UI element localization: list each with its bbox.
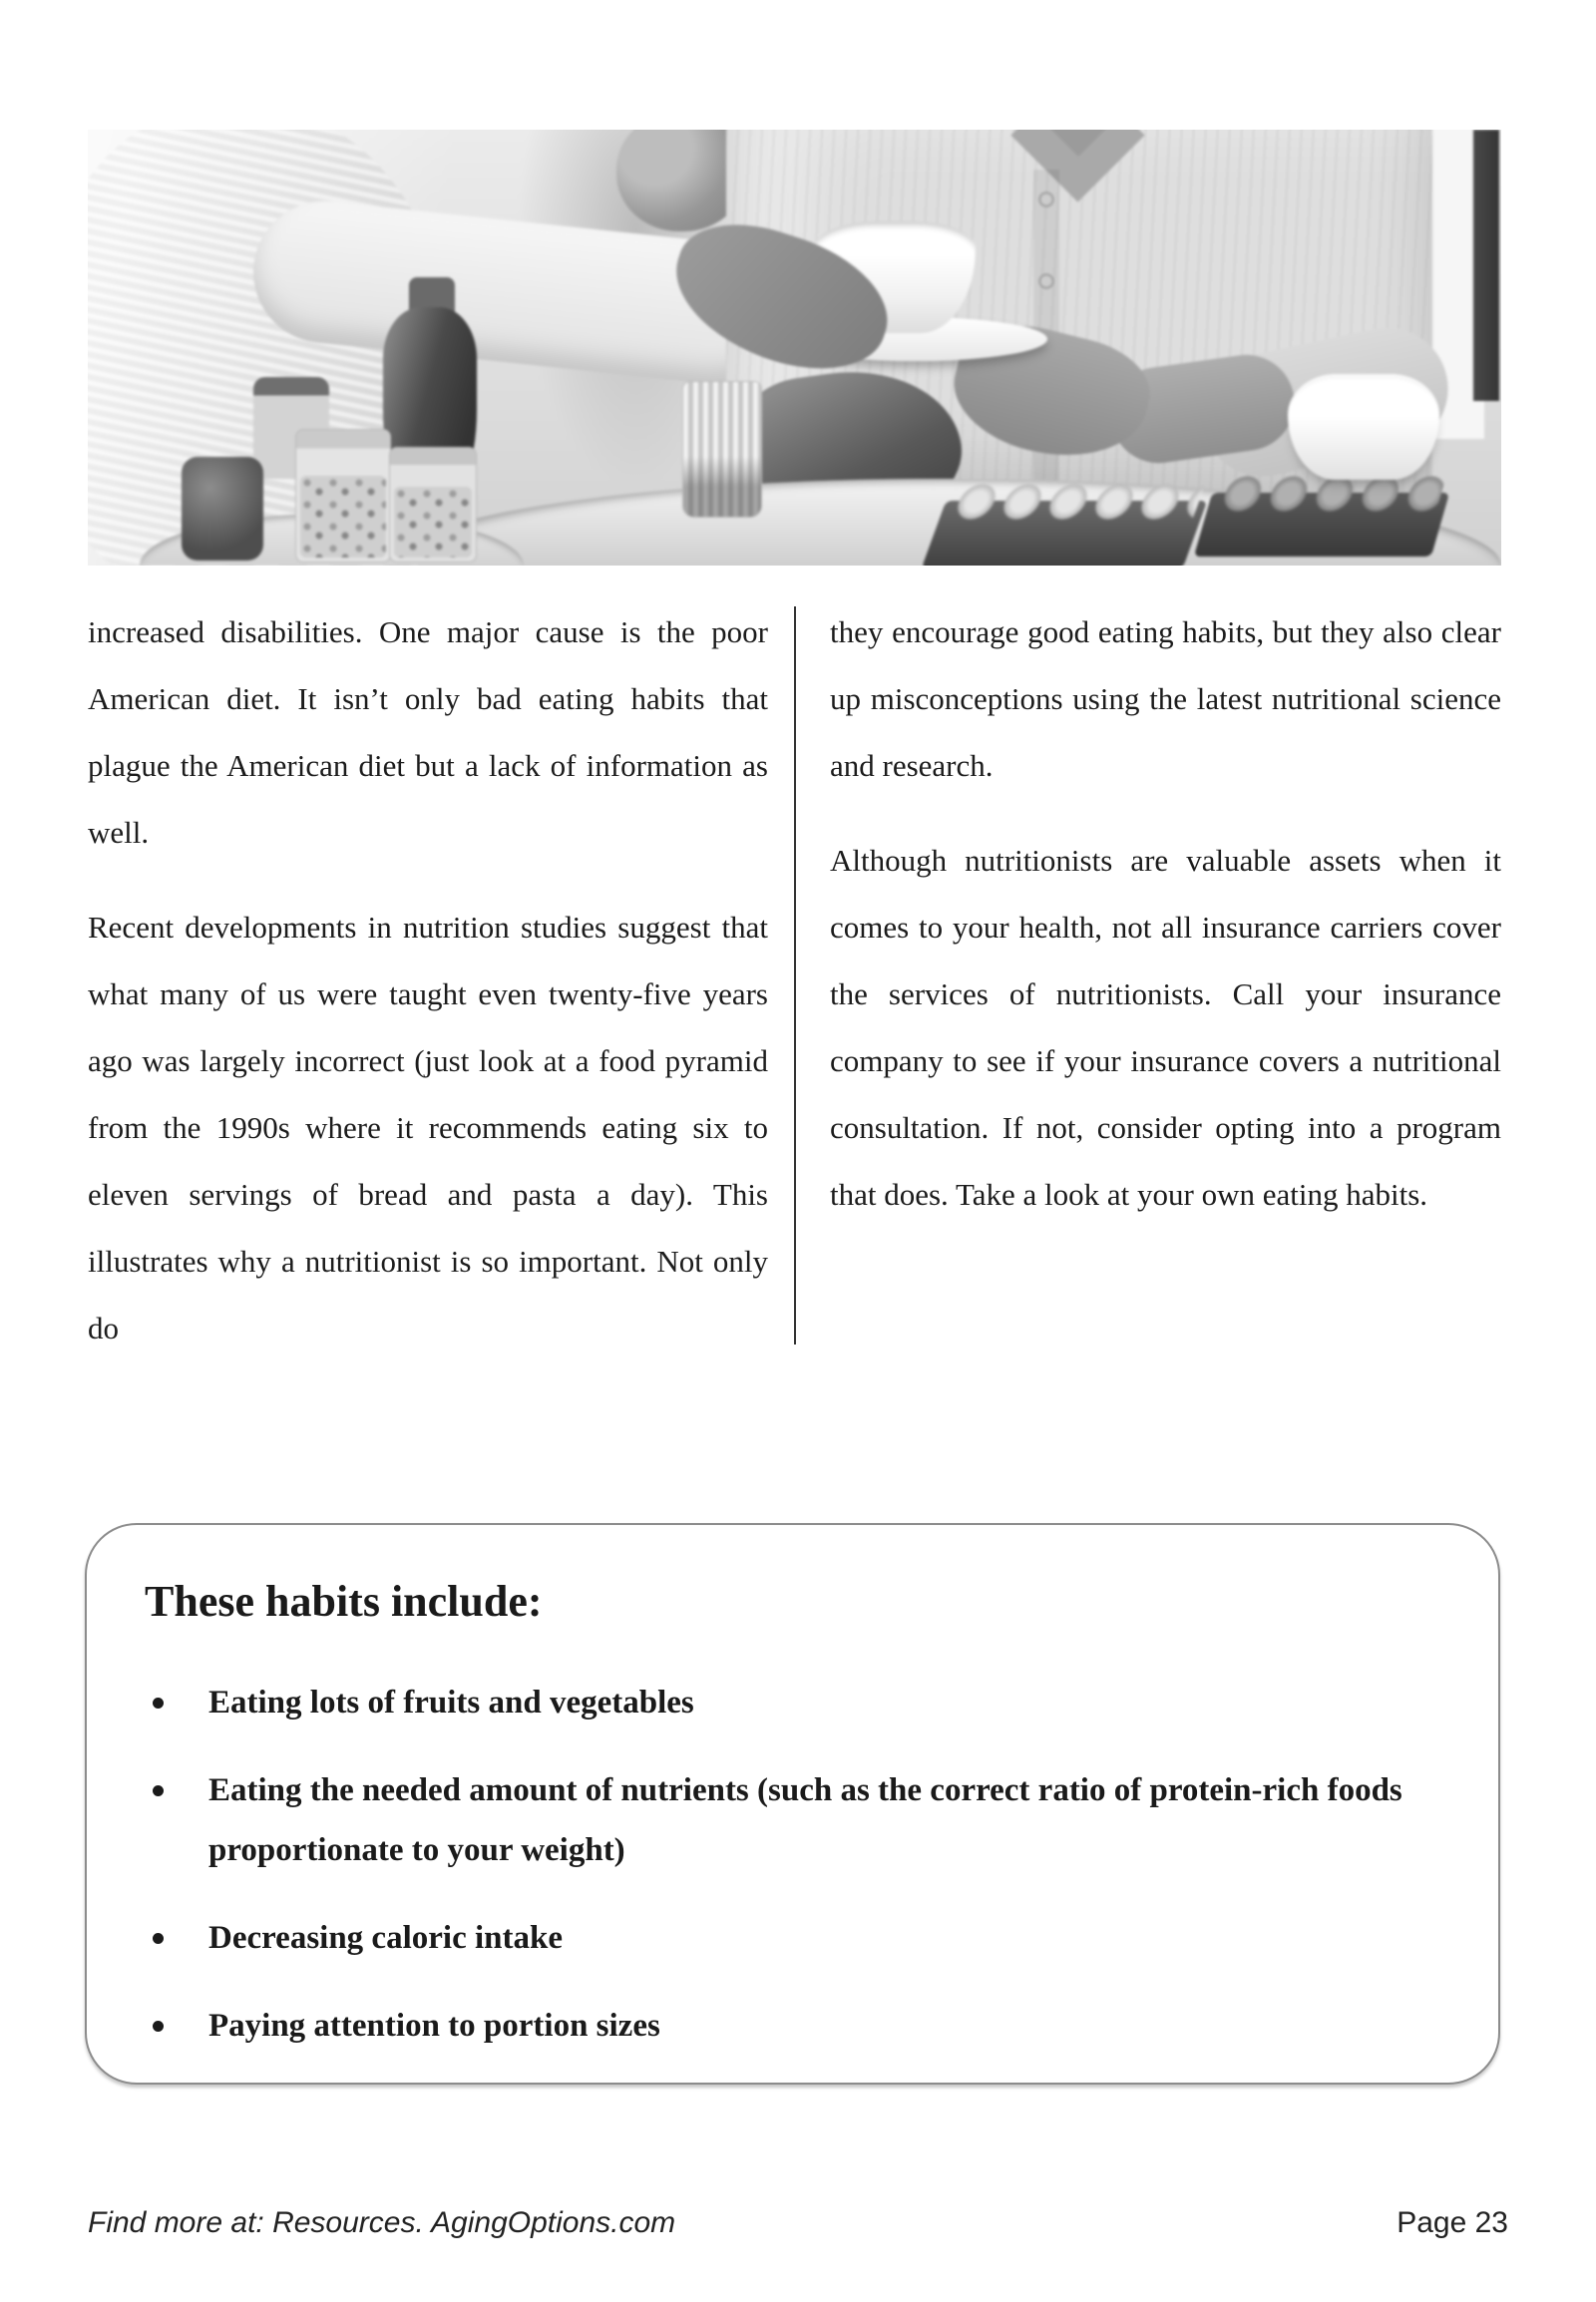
- photo-tea-service: [88, 130, 1501, 566]
- footer-resources-text: Find more at: Resources. AgingOptions.com: [88, 2206, 676, 2239]
- page-number: Page 23: [1396, 2206, 1508, 2239]
- dark-door-frame: [1473, 130, 1499, 401]
- habits-box-title: These habits include:: [145, 1577, 543, 1626]
- paragraph: Recent developments in nutrition studies suggest that what many of us were taught even twenty-five years ago was largely incorrect (just look at a food pyramid from the 1990s where it recommends eating six to eleven servings of bread and pasta a day). This illustrates why a nutritionist is so important. Not only do: [88, 910, 768, 1345]
- habit-text: Eating the needed amount of nutrients (such as the correct ratio of protein-rich foods proportionate to your weight): [208, 1772, 1402, 1868]
- habit-text: Eating lots of fruits and vegetables: [208, 1685, 694, 1721]
- habits-box: [85, 1523, 1500, 2085]
- habit-text: Decreasing caloric intake: [208, 1920, 563, 1956]
- photo-scene: [88, 130, 1501, 566]
- snacks: [947, 483, 1206, 521]
- right-column: [830, 598, 1501, 1256]
- left-column: [88, 598, 768, 1389]
- paragraph: increased disabilities. One major cause is the poor American diet. It isn’t only bad eating habits that plague the American diet but a lack of information as well.: [88, 614, 768, 850]
- snack-tray-1: [922, 501, 1208, 566]
- habit-item: [145, 1996, 1438, 2056]
- habit-item: [145, 1908, 1438, 1968]
- page-footer: [88, 2206, 1508, 2240]
- paragraph: Although nutritionists are valuable assets when it comes to your health, not all insurance carriers cover the services of nutritionists. Call your insurance company to see if your insurance covers a nutritional consultation. If not, consider opting into a program that does. Take a look at your own eating habits.: [830, 843, 1501, 1212]
- dark-jar: [182, 457, 263, 561]
- bullet-icon: [153, 1785, 164, 1796]
- snack-tray-2: [1194, 493, 1449, 557]
- habit-item: [145, 1673, 1438, 1732]
- paragraph: they encourage good eating habits, but they also clear up misconceptions using the latest nutritional science and research.: [830, 614, 1501, 783]
- bullet-icon: [153, 1933, 164, 1944]
- snacks: [1214, 475, 1446, 513]
- canister-contents: [300, 476, 386, 558]
- column-divider: [794, 606, 796, 1344]
- habit-item: [145, 1760, 1438, 1880]
- habits-list: [145, 1673, 1438, 2056]
- bullet-icon: [153, 1698, 164, 1709]
- glass-canister-1: [295, 429, 391, 563]
- ribbed-drinking-glass: [682, 381, 762, 518]
- white-bowl: [1288, 374, 1439, 480]
- glass-canister-2: [389, 447, 477, 563]
- bullet-icon: [153, 2021, 164, 2032]
- habit-text: Paying attention to portion sizes: [208, 2008, 660, 2044]
- canister-contents: [394, 487, 472, 558]
